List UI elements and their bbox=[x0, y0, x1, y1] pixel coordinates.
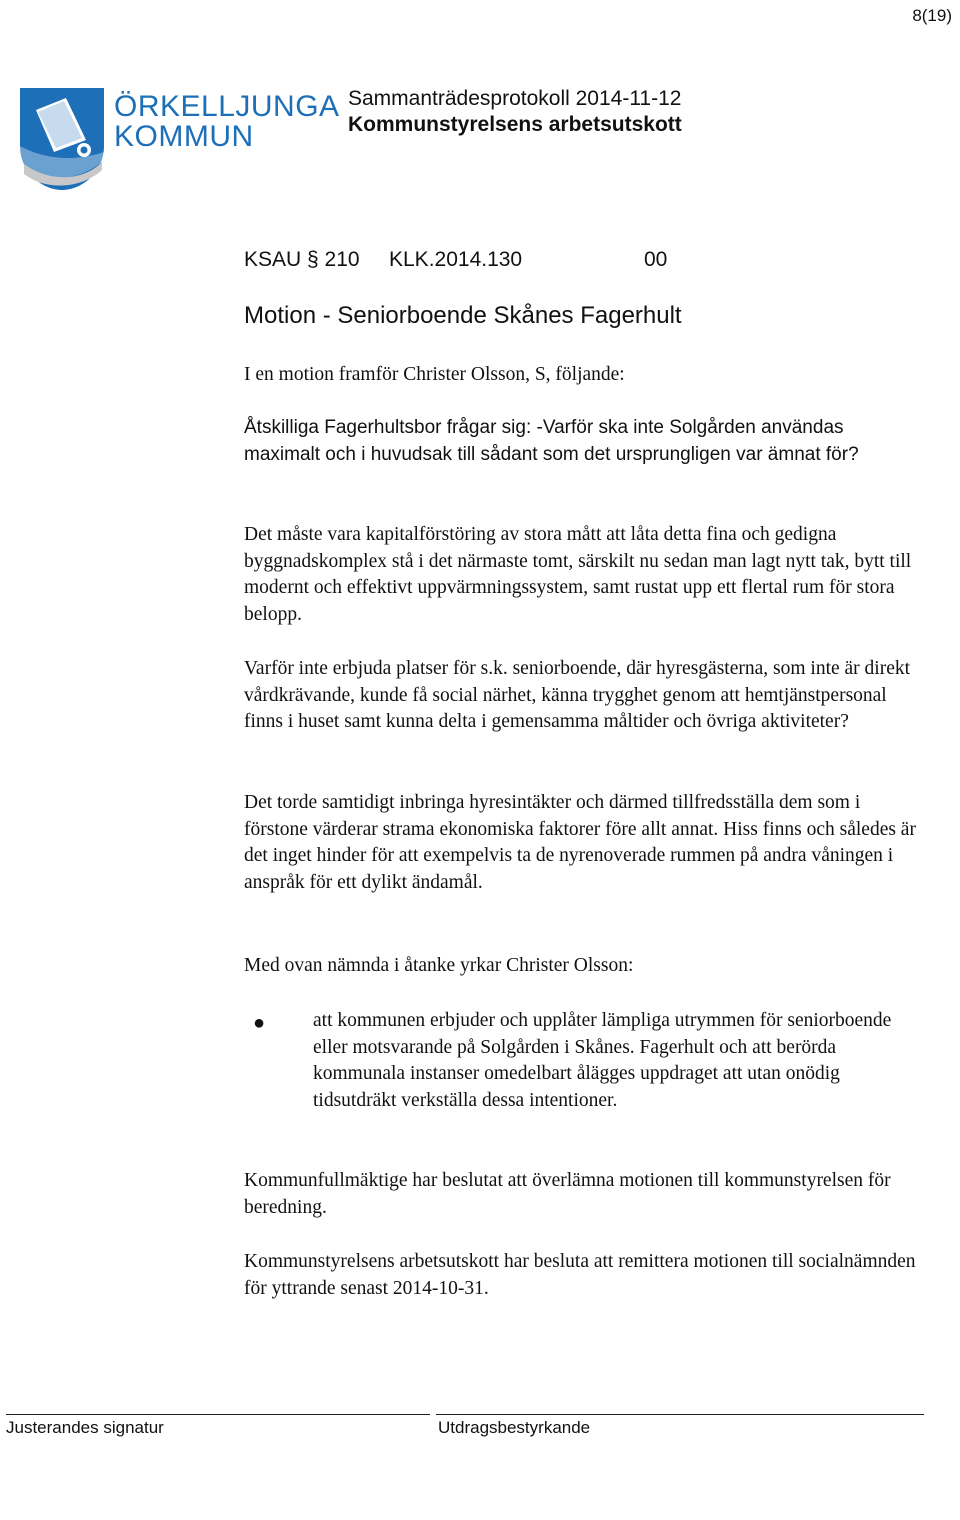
body-paragraph: Det torde samtidigt inbringa hyresintäkter och därmed tillfredsställa dem som i förstone värderar strama ekonomiska faktorer före allt annat. Hiss finns och således är det inget hinder för att exempelvis ta de nyrenoverade rummen på andra våningen i anspråk för ett dylikt ändamål. bbox=[244, 792, 916, 893]
closing-paragraph: Kommunfullmäktige har beslutat att överlämna motionen till kommunstyrelsen för beredning. bbox=[244, 1170, 891, 1218]
body-paragraph: Det måste vara kapitalförstöring av stora mått att låta detta fina och gedigna byggnadskomplex stå i det närmaste tomt, särskilt nu sedan man lagt nytt tak, bytt till modernt och effektivt uppvärmningssystem, samt rustat upp ett flertal rum för stora belopp. bbox=[244, 524, 912, 625]
section-number: KSAU § 210 bbox=[244, 248, 360, 271]
header-subtitle: Kommunstyrelsens arbetsutskott bbox=[348, 113, 682, 136]
body-paragraph: Varför inte erbjuda platser för s.k. seniorboende, där hyresgästerna, som inte är direkt vårdkrävande, kunde få social närhet, känna trygghet genom att hemtjänstpersonal finns i huset samt kunna delta i gemensamma måltider och övriga aktiviteter? bbox=[244, 658, 911, 732]
case-reference: KLK.2014.130 bbox=[389, 248, 523, 271]
signature-label: Justerandes signatur bbox=[6, 1418, 164, 1437]
closing-paragraph: Kommunstyrelsens arbetsutskott har besluta att remittera motionen till socialnämnden för yttrande senast 2014-10-31. bbox=[244, 1251, 916, 1299]
bullet-item: att kommunen erbjuder och upplåter lämpliga utrymmen för seniorboende eller motsvarande på Solgården i Skånes. Fagerhult och att berörda kommunala instanser omedelbart ålägges uppdraget att utan onödig tidsutdräkt verkställa dessa intentioner. bbox=[313, 1010, 892, 1111]
quote-paragraph: Åtskilliga Fagerhultsbor frågar sig: -Varför ska inte Solgården användas maximalt och i huvudsak till sådant som det ursprungligen var ämnat för? bbox=[244, 417, 859, 465]
extract-label: Utdragsbestyrkande bbox=[438, 1418, 591, 1437]
document-header bbox=[348, 86, 682, 138]
signature-rule bbox=[6, 1414, 430, 1415]
header-title: Sammanträdesprotokoll 2014-11-12 bbox=[348, 87, 682, 110]
municipality-logo bbox=[18, 86, 340, 196]
bullet-marker: ● bbox=[253, 1012, 266, 1034]
logo-line-2: KOMMUN bbox=[114, 120, 254, 153]
document-title: Motion - Seniorboende Skånes Fagerhult bbox=[244, 302, 682, 329]
page-number: 8(19) bbox=[912, 6, 952, 25]
bell-crest-icon bbox=[18, 86, 106, 192]
intro-paragraph: I en motion framför Christer Olsson, S, följande: bbox=[244, 364, 625, 385]
body-paragraph: Med ovan nämnda i åtanke yrkar Christer Olsson: bbox=[244, 955, 634, 976]
extract-rule bbox=[436, 1414, 924, 1415]
logo-line-1: ÖRKELLJUNGA bbox=[114, 90, 340, 123]
case-code: 00 bbox=[644, 248, 668, 271]
